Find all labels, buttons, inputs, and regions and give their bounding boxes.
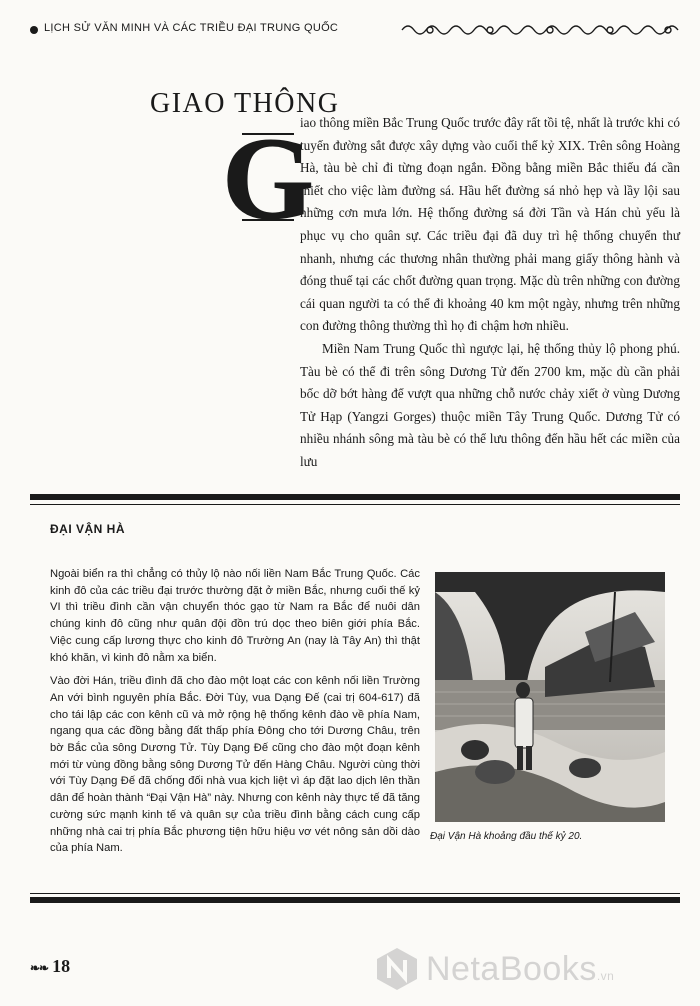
page-number bbox=[30, 956, 70, 977]
article-paragraph-2: Miền Nam Trung Quốc thì ngược lại, hệ thống thủy lộ phong phú. Tàu bè có thể đi trên sông Dương Tử đến 2700 km, mặc dù cần phải bốc dỡ bớt hàng để vượt qua những chỗ nước chảy xiết ở vùng Dương Tử Hạp (Yangzi Gorges) thuộc miền Tây Trung Quốc. Dương Tử có nhiều nhánh sông mà tàu bè có thể lưu thông đến hầu hết các miền của lưu bbox=[300, 340, 680, 469]
running-header bbox=[30, 20, 680, 46]
section-title: GIAO THÔNG bbox=[150, 88, 340, 119]
main-article bbox=[300, 112, 680, 474]
watermark-brand: NetaBooks bbox=[426, 950, 597, 988]
sidebar-top-rule bbox=[30, 494, 680, 500]
netabooks-watermark bbox=[374, 944, 684, 994]
netabooks-logo-icon bbox=[374, 946, 420, 992]
running-title: LỊCH SỬ VĂN MINH VÀ CÁC TRIỀU ĐẠI TRUNG QUỐC bbox=[44, 22, 339, 34]
header-ornament-icon bbox=[400, 20, 680, 40]
sidebar-paragraph-2: Vào đời Hán, triều đình đã cho đào một loạt các con kênh nối liền Trường An với bình nguyên phía Bắc. Đời Tùy, vua Dạng Đế (cai trị 604-617) đã cho tái lập các con kênh cũ và mở rộng hệ thống kênh đào về phía Nam, ngang qua các đồng bằng đất thấp phía Đông cho tới Dương Châu, trên bờ Bắc của sông Dương Tử. Tùy Dạng Đế cũng cho đào một đoạn kênh mới từ vùng đồng bằng sông Dương Tử đến Hàng Châu. Người cùng thời với Tùy Dạng Đế đã chống đối nhà vua kịch liệt vì áp đặt lao dịch lên thần dân để hoàn thành “Đại Vận Hà” này. Nhưng con kênh này thực tế đã tăng cường sức mạnh kinh tế và quân sự của triều đình bằng cách cung cấp những nhà cai trị phía Bắc phương tiện hữu hiệu vơ vét nông sản dồi dào của phía Nam. bbox=[50, 675, 420, 855]
page-number-value: 18 bbox=[52, 956, 71, 976]
sidebar-top-rule-thin bbox=[30, 504, 680, 505]
drop-cap-g bbox=[222, 113, 314, 244]
sidebar-bottom-rule bbox=[30, 897, 680, 903]
watermark-suffix: .vn bbox=[596, 969, 615, 983]
grand-canal-photo bbox=[435, 572, 665, 822]
article-paragraph-1: iao thông miền Bắc Trung Quốc trước đây rất tồi tệ, nhất là trước khi có tuyến đường sắt được xây dựng vào cuối thế kỷ XIX. Trên sông Hoàng Hà, tàu bè chỉ đi từng đoạn ngắn. Đồng bằng miền Bắc thiếu đá cần thiết cho việc làm đường sá. Hầu hết đường sá nhỏ hẹp và lầy lội sau những cơn mưa lớn. Hệ thống đường sá đời Tần và Hán chủ yếu là phục vụ cho quân sự. Các triều đại đã duy trì hệ thống chuyển thư nhanh, nhưng các thương nhân thường phải mang giấy thông hành và đóng thuế tại các chốt đường quan trọng. Mặc dù trên những con đường cái quan người ta có thể đi khoảng 40 km một ngày, nhưng trên những con đường thông thường thì họ đi chậm hơn nhiều. bbox=[300, 115, 680, 334]
sidebar-text bbox=[50, 566, 420, 864]
photo-caption: Đại Vận Hà khoảng đầu thế kỷ 20. bbox=[430, 831, 583, 842]
sidebar-paragraph-1: Ngoài biển ra thì chẳng có thủy lộ nào nối liền Nam Bắc Trung Quốc. Các kinh đô của các triều đại trước thường đặt ở miền Bắc, nhưng cuối thế kỷ VI thì triều đình cần vận chuyển thóc gạo từ Nam ra Bắc để nuôi dân chúng kinh đô cũng như quân đội đồn trú dọc theo biên giới phía Bắc. Việc cung cấp lương thực cho kinh đô Trường An (nay là Tây An) thì thật khó khăn, vì kinh đô nằm xa biển. bbox=[50, 568, 420, 664]
drop-cap-letter: G bbox=[222, 113, 314, 244]
bullet-dot bbox=[30, 26, 38, 34]
watermark-text bbox=[426, 950, 614, 989]
page-ornament: ❧❧ bbox=[30, 961, 49, 975]
sidebar-bottom-rule-thin bbox=[30, 893, 680, 894]
sidebar-title: ĐẠI VẬN HÀ bbox=[50, 522, 126, 536]
